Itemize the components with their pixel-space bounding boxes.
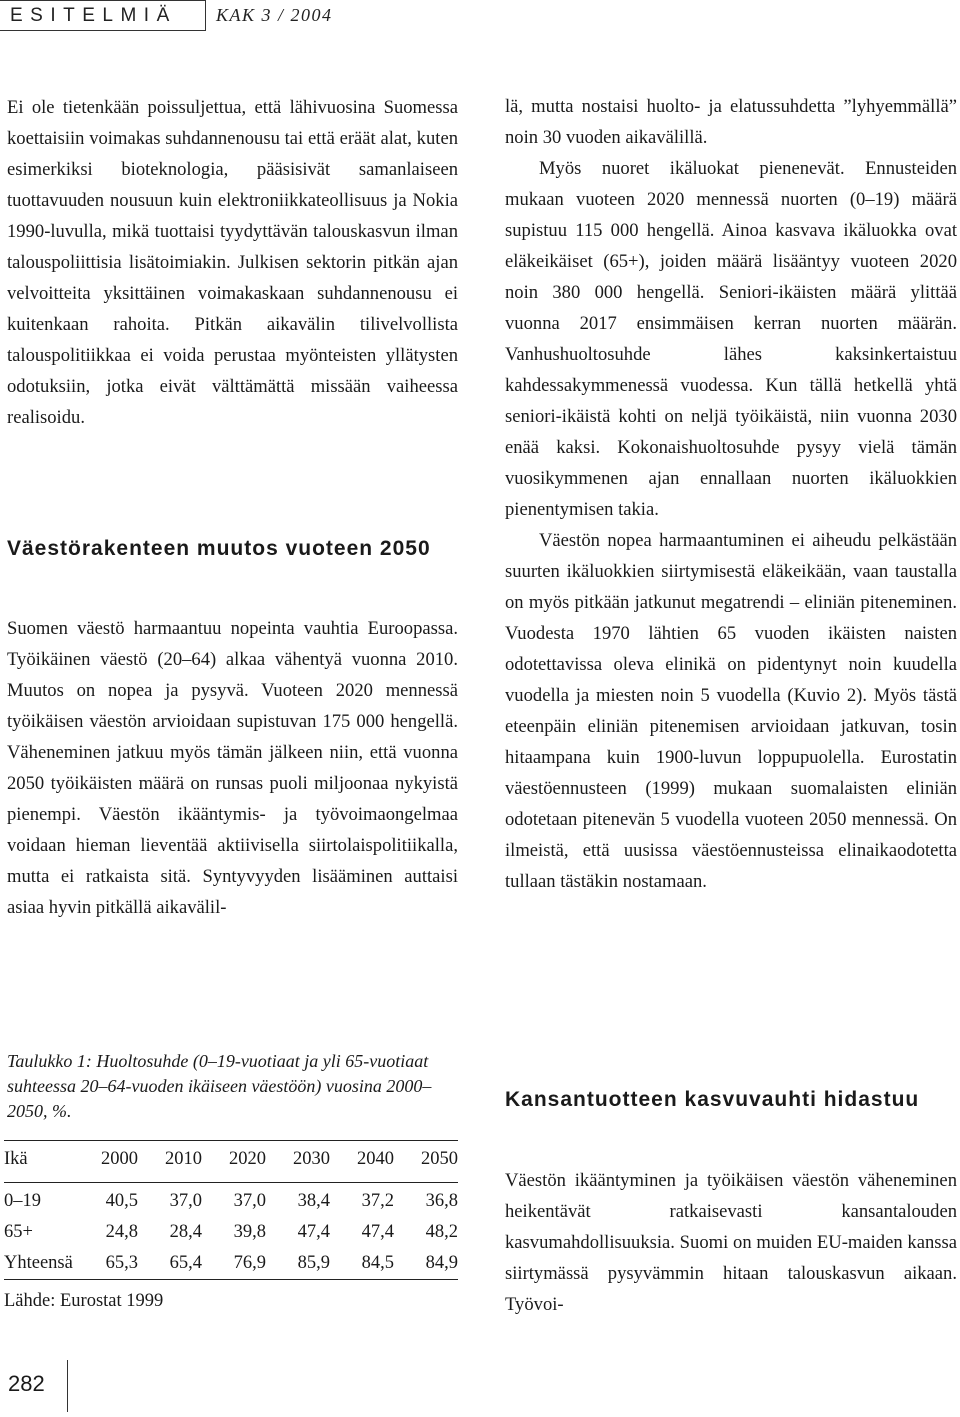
- body-paragraph: lä, mutta nostaisi huolto- ja elatussuhdetta ”lyhyemmällä” noin 30 vuoden aikavälillä.: [505, 96, 957, 148]
- table-header-cell: Ikä: [4, 1149, 28, 1169]
- table-cell: 84,5: [361, 1253, 394, 1273]
- page-number-rule: [67, 1360, 68, 1412]
- table-cell: 37,2: [361, 1191, 394, 1211]
- table-cell: 85,9: [297, 1253, 330, 1273]
- body-paragraph: Väestön ikääntyminen ja työikäisen väestön väheneminen heikentävät ratkaisevasti kansantalouden kasvumahdollisuuksia. Suomi on muiden EU-maiden kanssa siirtymässä pysyvämmin hitaan talouskasvun aikaan. Työvoi-: [505, 1170, 957, 1315]
- table-cell: 65,4: [169, 1253, 202, 1273]
- table-rule-header: [4, 1182, 458, 1183]
- page-number: 282: [8, 1371, 45, 1396]
- table-header-cell: 2020: [229, 1149, 266, 1169]
- table-cell: 48,2: [425, 1222, 458, 1242]
- table-cell: 65+: [4, 1222, 33, 1242]
- table-rule-bottom: [4, 1279, 458, 1280]
- issue-label: KAK 3 / 2004: [216, 5, 333, 25]
- table-cell: 65,3: [105, 1253, 138, 1273]
- section-label: ESITELMIÄ: [10, 5, 177, 26]
- left-column: [7, 92, 458, 433]
- table-header-cell: 2010: [165, 1149, 202, 1169]
- table-cell: 28,4: [169, 1222, 202, 1242]
- body-paragraph: Ei ole tietenkään poissuljettua, että lähivuosina Suomessa koettaisiin voimakas suhdannenousu tai että eräät alat, kuten esimerkiksi bioteknologia, pääsisivät samanlaiseen tuottavuuden nousuun kuin elektroniikkateollisuus ja Nokia 1990-luvulla, mikä tuottaisi tyydyttävän talouskasvun ilman talouspoliittisia lisätoimiakin. Julkisen sektorin pitkän ajan velvoitteita yksittäinen voimakaskaan suhdannenousu ei kuitenkaan rahoita. Pitkän aikavälin tilivelvollista talouspolitiikkaa ei voida perustaa myönteisten yllätysten odotuksiin, jotka eivät välttämättä missään vaiheessa realisoidu.: [7, 97, 458, 428]
- table-cell: 76,9: [233, 1253, 266, 1273]
- right-column: [505, 91, 957, 897]
- table-cell: 39,8: [233, 1222, 266, 1242]
- table-header-cell: 2040: [357, 1149, 394, 1169]
- table-header-cell: 2050: [421, 1149, 458, 1169]
- running-header: [0, 0, 960, 33]
- table-rule-top: [4, 1140, 458, 1141]
- table-cell: 24,8: [105, 1222, 138, 1242]
- section-heading: Väestörakenteen muutos vuoteen 2050: [7, 537, 431, 560]
- section-heading: Kansantuotteen kasvuvauhti hidastuu: [505, 1088, 920, 1111]
- table-cell: 40,5: [105, 1191, 138, 1211]
- table-cell: 47,4: [297, 1222, 330, 1242]
- table-header-cell: 2030: [293, 1149, 330, 1169]
- section-box: [0, 0, 206, 31]
- table-source: Lähde: Eurostat 1999: [4, 1291, 164, 1311]
- body-paragraph: Suomen väestö harmaantuu nopeinta vauhtia Euroopassa. Työikäinen väestö (20–64) alkaa vähentyä vuonna 2010. Muutos on nopea ja pysyvä. Vuoteen 2020 mennessä työikäisen väestön arvioidaan supistuvan 175 000 hengellä. Väheneminen jatkuu myös tämän jälkeen niin, että vuonna 2050 työikäisten määrä on runsas puoli miljoonaa nykyistä pienempi. Väestön ikääntymis- ja työvoimaongelmaa voidaan hieman lieventää aktiivisella siirtolaispolitiikalla, mutta ei ratkaista sitä. Syntyvyyden lisääminen auttaisi asiaa hyvin pitkällä aikavälil-: [7, 618, 458, 918]
- table-cell: 47,4: [361, 1222, 394, 1242]
- table-cell: 38,4: [297, 1191, 330, 1211]
- table-header-cell: 2000: [101, 1149, 138, 1169]
- table-caption: Taulukko 1: Huoltosuhde (0–19-vuotiaat ja yli 65-vuotiaat suhteessa 20–64-vuoden ikäiseen väestöön) vuosina 2000–2050, %.: [7, 1051, 432, 1121]
- body-paragraph: Myös nuoret ikäluokat pienenevät. Ennusteiden mukaan vuoteen 2020 mennessä nuorten (0–19) määrä supistuu 115 000 hengellä. Ainoa kasvava ikäluokka ovat eläkeikäiset (65+), joiden määrä lisääntyy vuoteen 2020 noin 380 000 hengellä. Seniori-ikäisten määrä ylittää vuonna 2017 ensimmäisen kerran nuorten määrän. Vanhushuoltosuhde lähes kaksinkertaistuu kahdessakymmenessä vuodessa. Kun tällä hetkellä yhtä seniori-ikäistä kohti on neljä työikäistä, niin vuonna 2030 enää kaksi. Kokonaishuoltosuhde pysyy vielä tämän vuosikymmenen ajan ennallaan nuorten ikäluokkien pienentymisen takia.: [505, 158, 957, 520]
- table-cell: Yhteensä: [4, 1253, 73, 1273]
- table-cell: 84,9: [425, 1253, 458, 1273]
- table-cell: 0–19: [4, 1191, 41, 1211]
- table-cell: 37,0: [169, 1191, 202, 1211]
- body-paragraph: Väestön nopea harmaantuminen ei aiheudu pelkästään suurten ikäluokkien siirtymisestä eläkeikään, vaan taustalla on myös pitkään jatkunut megatrendi – eliniän piteneminen. Vuodesta 1970 lähtien 65 vuoden ikäisten naisten odotettavissa oleva elinikä on pidentynyt noin kuudella vuodella ja miesten noin 5 vuodella (Kuvio 2). Myös tästä eteenpäin eliniän pitenemisen arvioidaan jatkuvan, tosin hitaampana kuin 1900-luvun loppupuolella. Eurostatin väestöennusteen (1999) mukaan suomalaisten eliniän odotetaan pitenevän 5 vuodella vuoteen 2050 mennessä. On ilmeistä, että uusissa väestöennusteissa elinaikaodotetta tullaan tästäkin nostamaan.: [505, 530, 957, 892]
- table-cell: 37,0: [233, 1191, 266, 1211]
- table-cell: 36,8: [425, 1191, 458, 1211]
